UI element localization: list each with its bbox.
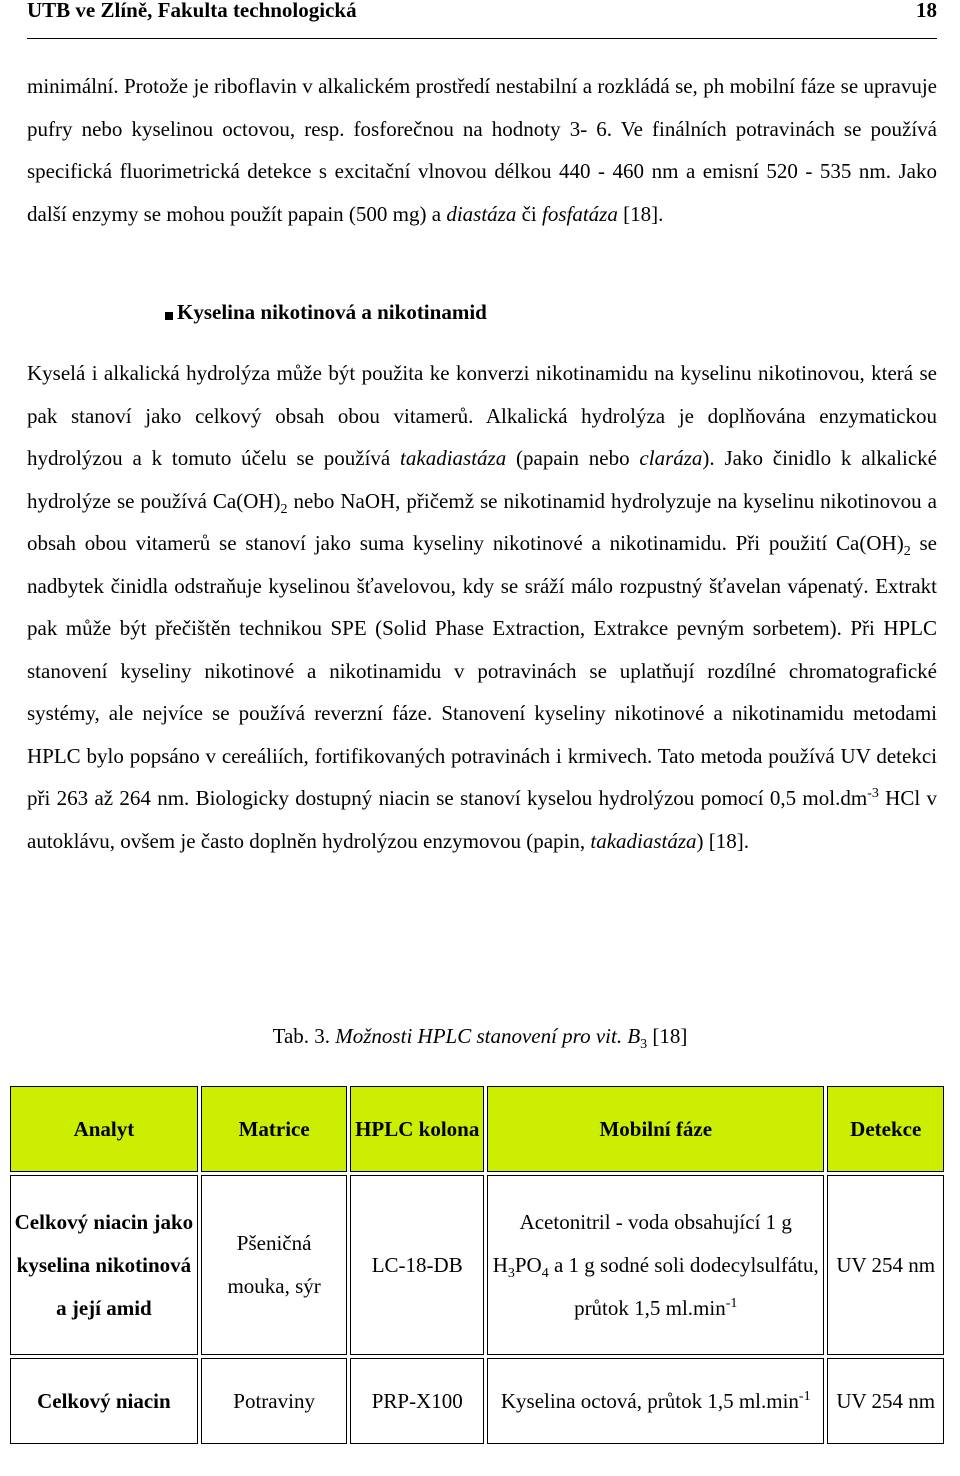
header-title: UTB ve Zlíně, Fakulta technologická xyxy=(27,0,357,22)
text: Kyselá i alkalická hydrolýza může být použita ke konverzi nikotinamidu na kyselinu nikotinovou, která se pak stanoví jako celkový obsah obou vitamerů. Alkalická hydrolýza je doplňována enzymatickou hydrolýzou a k tomuto účelu se používá xyxy=(27,361,937,470)
cell-analyt: Celkový niacin xyxy=(10,1358,198,1444)
text: [18]. xyxy=(617,201,664,226)
header-hplc-kolona: HPLC kolona xyxy=(350,1086,484,1172)
text: a 1 g sodné soli dodecylsulfátu, průtok 1,5 ml.min xyxy=(548,1252,819,1320)
cell-detekce: UV 254 nm xyxy=(827,1175,944,1355)
text-italic: takadiastáza xyxy=(590,828,697,853)
page-number: 18 xyxy=(916,0,937,22)
text-italic: claráza xyxy=(639,446,703,470)
table-header-row xyxy=(10,1086,944,1172)
text: ) [18]. xyxy=(696,828,750,853)
cell-analyt: Celkový niacin jako kyselina nikotinová a její amid xyxy=(10,1175,198,1355)
text-italic: fosfatáza xyxy=(542,201,618,226)
cell-matrice: Pšeničná mouka, sýr xyxy=(201,1175,348,1355)
header-mobilni-faze: Mobilní fáze xyxy=(487,1086,824,1172)
table-row xyxy=(10,1175,944,1355)
hplc-table xyxy=(7,1083,947,1447)
table-row xyxy=(10,1358,944,1444)
cell-detekce: UV 254 nm xyxy=(827,1358,944,1444)
caption-suffix: [18] xyxy=(647,1024,688,1048)
caption-prefix: Tab. 3. xyxy=(272,1024,336,1048)
caption-italic: Možnosti HPLC stanovení pro vit. B xyxy=(335,1024,641,1048)
subscript: 2 xyxy=(903,544,911,560)
text: či xyxy=(516,201,542,226)
cell-mobilni-faze xyxy=(487,1175,824,1355)
text-italic: diastáza xyxy=(446,201,517,226)
square-bullet-icon xyxy=(165,312,173,320)
cell-kolona: PRP-X100 xyxy=(350,1358,484,1444)
cell-mobilni-faze xyxy=(487,1358,824,1444)
header-analyt: Analyt xyxy=(10,1086,198,1172)
paragraph-niacin xyxy=(27,352,937,862)
text: HCl v autoklávu, ovšem je často doplněn hydrolýzou enzymovou (papin, xyxy=(27,786,938,853)
table-caption xyxy=(0,1024,960,1053)
text: nebo NaOH, přičemž se nikotinamid hydrolyzuje na kyselinu nikotinovou a obsah obou vitamerů se stanoví jako suma kyseliny nikotinové a nikotinamidu. Při použití Ca(OH) xyxy=(27,488,937,555)
paragraph-riboflavin xyxy=(27,65,937,235)
text-italic: takadiastáza xyxy=(400,446,507,470)
superscript: -1 xyxy=(798,1388,811,1404)
text: Acetonitril - voda obsahující 1 g H xyxy=(492,1209,792,1277)
section-heading: Kyselina nikotinová a nikotinamid xyxy=(177,300,487,324)
cell-matrice: Potraviny xyxy=(201,1358,348,1444)
cell-kolona: LC-18-DB xyxy=(350,1175,484,1355)
header-detekce: Detekce xyxy=(827,1086,944,1172)
page-header xyxy=(27,0,937,39)
superscript: -1 xyxy=(725,1295,738,1311)
subscript: 4 xyxy=(541,1265,549,1281)
caption-subscript: 3 xyxy=(640,1037,648,1053)
text: minimální. Protože je riboflavin v alkalickém prostředí nestabilní a rozkládá se, ph mobilní fáze se upravuje pufry nebo kyselinou octovou, resp. fosforečnou na hodnoty 3- 6. Ve finálních potravinách se používá specifická fluorimetrická detekce s excitační vlnovou délkou 440 - 460 nm a emisní 520 - 535 nm. Jako další enzymy se mohou použít papain (500 mg) a xyxy=(27,74,937,226)
header-matrice: Matrice xyxy=(201,1086,348,1172)
subscript: 3 xyxy=(507,1265,515,1281)
text: se nadbytek činidla odstraňuje kyselinou šťavelovou, kdy se sráží málo rozpustný šťavelan vápenatý. Extrakt pak může být přečištěn technikou SPE (Solid Phase Extraction, Extrakce pevným sorbetem). Při HPLC stanovení kyseliny nikotinové a nikotinamidu v potravinách se uplatňují rozdílné chromatografické systémy, ale nejvíce se používá reverzní fáze. Stanovení kyseliny nikotinové a nikotinamidu metodami HPLC bylo popsáno v cereáliích, fortifikovaných potravinách i krmivech. Tato metoda používá UV detekci při 263 až 264 nm. Biologicky dostupný niacin se stanoví kyselou hydrolýzou pomocí 0,5 mol.dm xyxy=(27,531,937,810)
text: (papain nebo xyxy=(506,446,640,470)
subscript: 2 xyxy=(280,501,288,517)
superscript: -3 xyxy=(867,786,879,801)
text: ). Jako činidlo k alkalické hydrolýze se používá Ca(OH) xyxy=(27,446,937,513)
text: Kyselina octová, průtok 1,5 ml.min xyxy=(500,1388,799,1413)
text: PO xyxy=(514,1252,542,1277)
